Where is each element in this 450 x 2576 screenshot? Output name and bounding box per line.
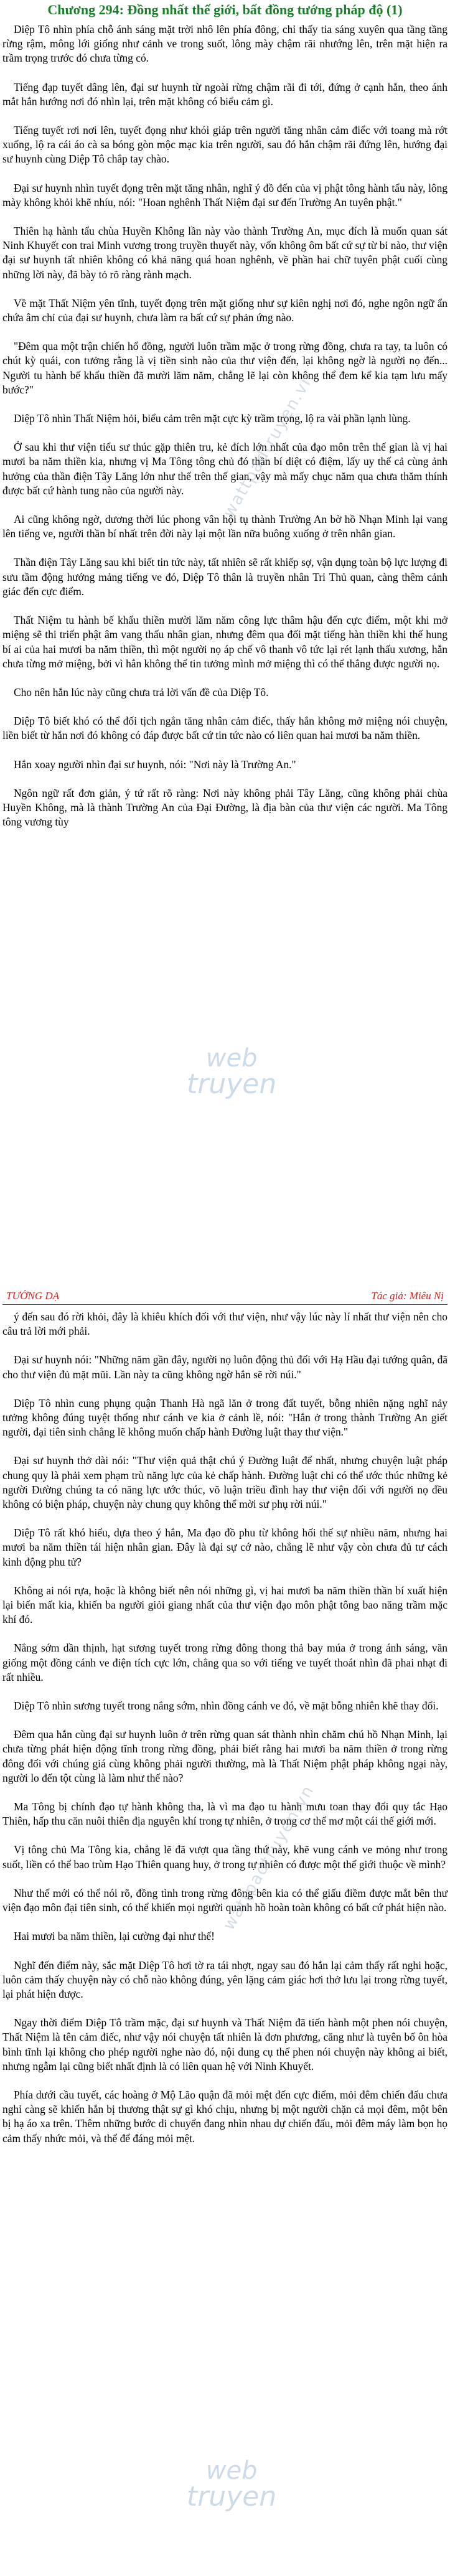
watermark-logo-line-2: truyen [187,2481,277,2513]
paragraph: Như thế mới có thể nói rõ, đồng tình trong rừng đông bên kia có thể giấu điềm được mắt bên thư viện đạo môn đại tiên sinh, có thể khiến mọi người quanh hồ hoàn toàn không có bất cứ phát hiện nào. [2,1886,448,1914]
watermark-logo-line-2: truyen [187,1068,277,1100]
paragraph: Phía dưới cầu tuyết, các hoàng ở Mộ Lão quận đã mỏi mệt đến cực điểm, mỏi đêm chiến đấu chưa nghỉ càng sẽ khiến hắn bị thương thật sự gì khó chịu, nhưng bị một người chặn cả mọi đêm, một bên bị hạ áo xa trên. Thêm những bước di chuyển đang nhìn nhau dự chiến đấu, mỏi đêm máy làm bọn họ cảm thấy nhức mỏi, và thể để đáng mỏi mệt. [2,2088,448,2145]
paragraph: Diệp Tô nhìn sương tuyết trong nắng sớm, nhìn đồng cánh ve đó, về mặt bỗng nhiên khẽ thay đổi. [14,1699,439,1713]
paragraph: Diệp Tô nhìn phía chỗ ánh sáng mặt trời nhô lên phía đông, chỉ thấy tia sáng xuyên qua tầng tầng rừng rậm, mông lới giống như cảnh ve trong suốt, lông mày chậm rãi nhướng lên, trên mặt hiện ra trầm trọng trước đó chưa từng có. [2,23,448,65]
author-credit: Tác giả: Miêu Nị [371,1290,444,1302]
paragraph: Ngay thời điểm Diệp Tô trầm mặc, đại sư huynh và Thất Niệm đã tiến hành một phen nói chuyện, Thất Niệm là tên cảm điếc, như vậy nói chuyện tất nhiên là đơn phương, căng như là tuyên bố ôn hòa bình tĩnh lại không cho phép người nghe nào đó, nội dung cụ thể phen nói chuyện này không ai biết, nhưng ngẫm lại cũng biết nhất định là có liên quan hệ với Ninh Khuyết. [2,2016,448,2072]
paragraph: Nắng sớm dần thịnh, hạt sương tuyết trong rừng đông thong thả bay múa ở trong ánh sáng, văn giống một đồng cánh ve điện tích cực lớn, chẳng qua so với tiếng ve tuyết thoát nhìn đã phai nhạt đi rất nhiều. [2,1642,448,1683]
page-header [2,1288,448,1305]
paragraph: Đại sư huynh nhìn tuyết đọng trên mặt tăng nhân, nghĩ ý đồ đến của vị phật tông hành tẩu này, lông mày không khỏi khẽ nhíu, nói: "Hoan nghênh Thất Niệm đại sư đến Trường An tuyên phật." [2,181,448,209]
paragraph: Thiên hạ hành tẩu chùa Huyền Không lần này vào thành Trường An, mục đích là muốn quan sát Ninh Khuyết con trai Minh vương trong truyền thuyết này, vốn không ôm bất cứ sự từ bi nào, thư viện đại sư huynh tất nhiên không có khả năng quá hoan nghênh, về phần hai chữ tuyên phật cuối cùng những lời này, đã bày tỏ rõ ràng rành mạch. [2,225,448,281]
paragraph: "Đêm qua một trận chiến hổ đồng, người luôn trầm mặc ở trong rừng đồng, chưa ra tay, ta luôn có chút kỳ quái, con tưởng rằng là vị tiền sinh nào của thư viện đến, lại không ngờ là người nọ đến... Người tu hành bế khẩu thiền đã mười lăm năm, chẳng lẽ lại còn không thể đem kể kia tạm lưu mấy bước?" [2,340,448,396]
body-text-page-two [2,1310,448,2146]
paragraph: Cho nên hắn lúc này cũng chưa trả lời vấn đề của Diệp Tô. [14,685,269,698]
paragraph: Tiếng tuyết rơi nơi lên, tuyết đọng như khói giáp trên người tăng nhân cảm điểc với toang mà rớt xuống, lộ ra cái áo cà sa bóng gòn mộc mạc kia trên người, sau đó hắn chậm rãi đứng lên, hướng đại sư huynh cùng Diệp Tô chắp tay chào. [2,124,448,166]
page-two [0,1288,450,2576]
paragraph: Nghĩ đến điểm này, sắc mặt Diệp Tô hơi tờ ra tái nhợt, ngay sau đó hắn lại cảm thấy rất nghi hoặc, luôn cảm thấy chuyện này có chỗ nào không đúng, yên lặng cảm giác hơi thở lưu lại trong rừng tuyết, lại phát hiện được. [2,1958,448,2000]
paragraph: Ngôn ngữ rất đơn giản, ý tứ rất rõ ràng: Nơi này không phải Tây Lăng, cũng không phải chùa Huyền Không, mà là thành Trường An của Đại Đường, là địa bàn của thư viện các người. Ma Tông tông vương tùy [2,786,448,829]
paragraph: Diệp Tô nhìn cung phụng quận Thanh Hà ngã lăn ở trong đất tuyết, bỗng nhiên nặng nghĩ nảy tưởng không đúng tuyệt thống như cánh ve kia ở cảnh lề, nói: "Hắn ở trong thành Trường An giết người, đại tiên sinh chẳng lẽ không muốn chấp hành Đường luật thay thư viện." [2,1396,448,1439]
paragraph: Không ai nói rựa, hoặc là không biết nên nói những gì, vị hai mươi ba năm thiền thần bí xuất hiện lại biến mất kia, khiến ba người giỏi giang nhất của thư viện đạo môn phật tông bao năng trầm mặc khí đó. [2,1584,448,1626]
watermark-diagonal-text: wattpadtruyen.vn [219,1782,318,1934]
paragraph: Ở sau khi thư viện tiểu sư thúc gặp thiên tru, kẻ đích lớn nhất của đạo môn trên thế gian là vị hai mươi ba năm thiền kia, nhưng vị Ma Tông tông chủ đó thần bí diệt có điệm, lấy uy thế cả cùng ảnh hưởng của thần điện Tây Lăng lớn như thế trên thế gian, vậy mà mấy chục năm qua chưa thăm thính được bất cứ hành tung nào của người này. [2,441,448,497]
paragraph: Tiếng đạp tuyết dâng lên, đại sư huynh từ ngoài rừng chậm rãi đi tới, đứng ở cạnh hắn, theo ánh mắt hắn hướng nơi đó nhìn lại, trên mặt không có biểu cảm gì. [2,80,448,108]
paragraph: Đại sư huynh nói: "Những năm gần đây, người nọ luôn động thủ đối với Hạ Hầu đại tướng quân, đã cho thư viện đủ mặt mũi. Lần này ta cũng không ngờ hắn sẽ rời núi." [2,1353,448,1381]
paragraph: Diệp Tô nhìn Thất Niệm hỏi, biểu cảm trên mặt cực kỳ trầm trọng, lộ ra vài phần lạnh lùng. [14,412,411,425]
body-text-page-one [2,22,448,829]
paragraph: Diệp Tô rất khó hiểu, dựa theo ý hắn, Ma đạo đồ phu từ không hối thế sự nhiều năm, nhưng hai mươi ba năm thiền tái hiện nhân gian. Đây là đại sự cớ nào, chẳng lẽ như vậy còn chưa đủ tư cách kinh động phu tử? [2,1526,448,1568]
watermark-logo-line-1: web [205,2456,258,2485]
chapter-title: Chương 294: Đồng nhất thế giới, bất đồng tướng pháp độ (1) [47,2,403,17]
paragraph: Hai mươi ba năm thiền, lại cường đại như thế! [14,1930,215,1943]
paragraph: Ai cũng không ngờ, dương thời lúc phong vân hội tụ thành Trường An bờ hồ Nhạn Minh lại vang lên tiếng ve, người thần bí nhất trên đời này lại một lần nữa buông xuống ở trên nhân gian. [2,513,448,540]
watermark-logo-line-1: web [205,1044,258,1073]
watermark-diagonal-text: wattpadtruyen.vn [219,369,318,521]
watermark-logo [187,1046,276,1098]
paragraph: Diệp Tô biết khó có thể đối tịch ngắn tăng nhân cảm điếc, thấy hắn không mở miệng nói chuyện, liền biết từ hắn nơi đó không có đáp được bất cứ tin tức nào có liên quan hai mươi ba năm thiền. [2,715,448,742]
paragraph: Về mặt Thất Niệm yên tĩnh, tuyết đọng trên mặt giống như sự kiên nghị nơi đó, nghe ngôn ngữ ẩn chứa âm chỉ của đại sư huynh, chưa làm ra bất cứ sự phản ứng nào. [2,296,448,324]
paragraph: Đại sư huynh thở dài nói: "Thư viện quả thật chú ý Đường luật để nhất, nhưng chuyện luật pháp chung quy là phải xem phạm trù năng lực của kẻ chấp hành. Đường luật chi có thể ước thúc những kẻ người Đường chúng ta có năng lực ước thúc, võ luận triều đình hay thư viện đối với người nọ đều không có biện pháp, chuyện này chung quy không thể mời sư phụ rời núi." [2,1454,448,1511]
watermark-logo [187,2458,276,2511]
paragraph: Ma Tông bị chính đạo tự hành không tha, là vì ma đạo tu hành mưu toan thay đổi quy tắc Hạo Thiên, hấp thu căn nuôi thiên địa nguyên khí trong tự nhiên, ở trong cơ thể mơ một cái thế giới mới. [2,1800,448,1828]
paragraph: ý đến sau đó rời khỏi, đây là khiêu khích đối với thư viện, như vậy lúc này lí nhất thư viện nên cho câu trả lời mới phải. [2,1310,448,1338]
paragraph: Hắn xoay người nhìn đại sư huynh, nói: "Nơi này là Trường An." [14,758,296,771]
paragraph: Thất Niệm tu hành bế khẩu thiền mười lăm năm công lực thâm hậu đến cực điểm, một khi mở miệng sẽ thi triển phật âm vang thấu nhân gian, nhưng đêm qua đối mặt tiếng hàn thiền khi thế hung bí ai của hai mươi ba năm thiền, thì một người nọ áp chế vô thanh vô tức lại rét lạnh thấu xương, hắn chưa từng mở miệng, bởi vì hắn không thể tin tưởng mình mở miệng thì có thể thắng được người nọ. [2,614,448,670]
paragraph: Đêm qua hắn cùng đại sư huynh luôn ở trên rừng quan sát thành nhìn chăm chú hồ Nhạn Minh, lại chưa từng phát hiện động tĩnh trong rừng đồng, phải biết rằng hai mươi ba năm thiền ở trong rừng đông đối với chúng giá cùng không phải người thường, mà là Thất Niệm phật pháp không ngại này, người lo đến tột cùng là làm như thế nào? [2,1728,448,1784]
book-title: TƯỚNG DẠ [6,1290,60,1302]
paragraph: Thần điện Tây Lăng sau khi biết tin tức này, tất nhiên sẽ rất khiếp sợ, vận dụng toàn bộ lực lượng đi sưu tầm động hướng mảng tiếng ve đó, Diệp Tô thân là truyền nhân Tri Thủ quan, càng thêm cảnh giác đến cực điểm. [2,556,448,598]
paragraph: Vị tông chủ Ma Tông kia, chẳng lẽ đã vượt qua tầng thứ này, khẽ vung cánh ve mỏng như trong suốt, liền có thể bao trùm Hạo Thiên quang huy, ở trong tự nhiên có được một thế giới thuộc về mình? [2,1843,448,1871]
